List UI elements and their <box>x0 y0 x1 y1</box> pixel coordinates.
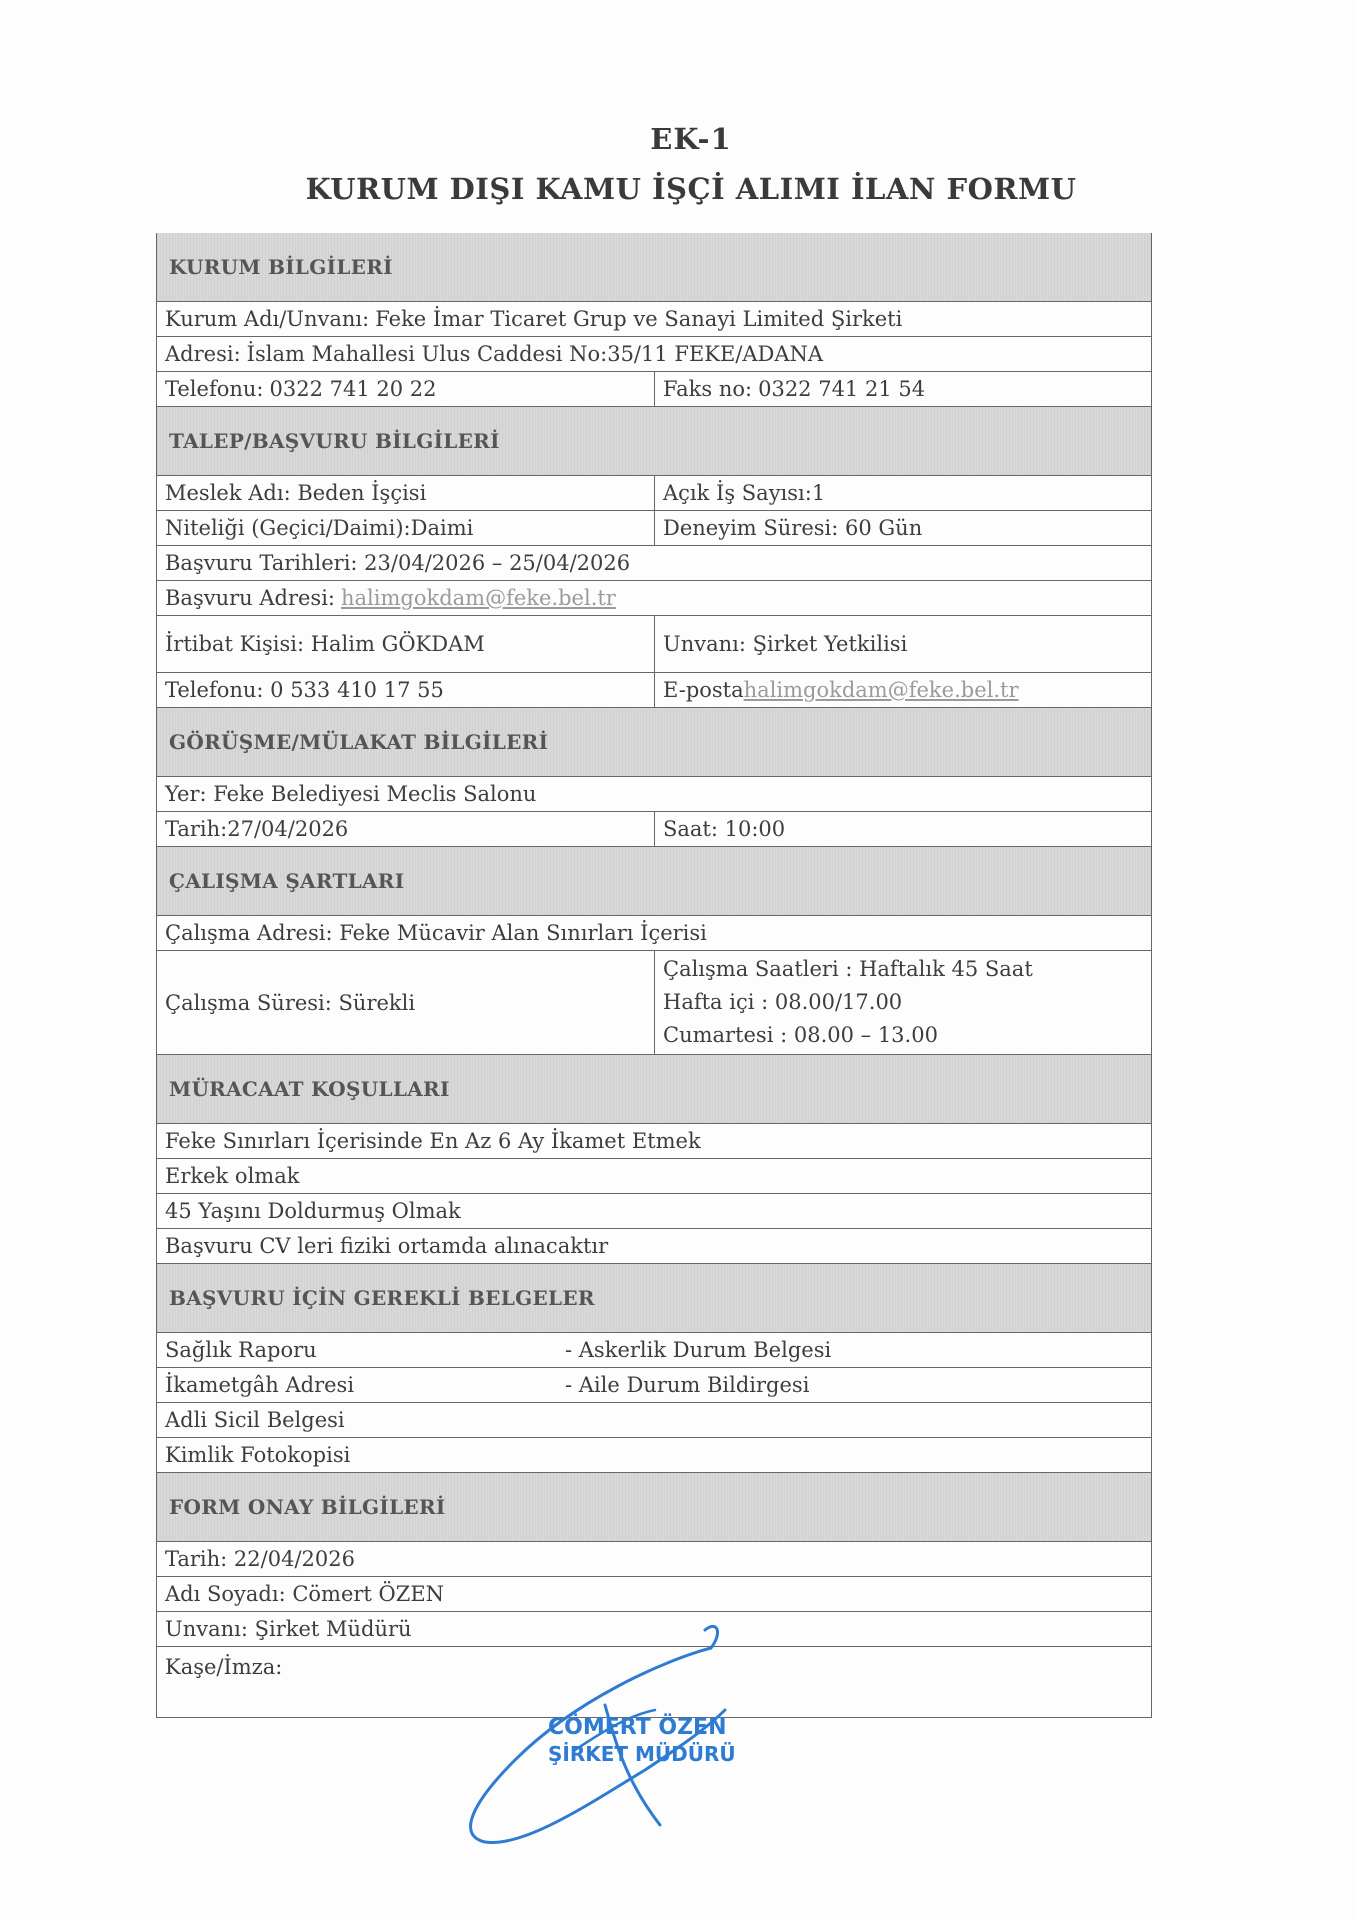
open-positions: Açık İş Sayısı:1 <box>663 481 826 505</box>
institution-name-label: Kurum Adı/Unvanı: <box>165 307 370 331</box>
email-label: E-posta <box>663 678 744 702</box>
address-label: Adresi: <box>165 342 241 366</box>
row-nature <box>157 511 1151 546</box>
document-item <box>157 1333 1151 1368</box>
requirement-item: 45 Yaşını Doldurmuş Olmak <box>157 1194 1151 1229</box>
contact-phone: Telefonu: 0 533 410 17 55 <box>157 673 655 707</box>
job-nature: Niteliği (Geçici/Daimi):Daimi <box>157 511 655 545</box>
row-institution-phone <box>157 372 1151 407</box>
work-address: Çalışma Adresi: Feke Mücavir Alan Sınırları İçerisi <box>165 921 707 945</box>
annex-label: EK-1 <box>650 122 732 156</box>
row-contact-person <box>157 616 1151 673</box>
row-work-address <box>157 916 1151 951</box>
weekday-hours: Hafta içi : 08.00/17.00 <box>663 990 903 1014</box>
approval-date: Tarih: 22/04/2026 <box>165 1547 355 1571</box>
row-application-address <box>157 581 1151 616</box>
requirement-item: Başvuru CV leri fiziki ortamda alınacaktır <box>157 1229 1151 1264</box>
application-dates: Başvuru Tarihleri: 23/04/2026 – 25/04/2026 <box>165 551 631 575</box>
section-requirements: MÜRACAAT KOŞULLARI <box>157 1055 1151 1124</box>
work-duration: Çalışma Süresi: Sürekli <box>157 951 655 1054</box>
saturday-hours: Cumartesi : 08.00 – 13.00 <box>663 1023 938 1047</box>
document-item <box>157 1403 1151 1438</box>
announcement-form <box>156 233 1152 1718</box>
occupation: Meslek Adı: Beden İşçisi <box>157 476 655 510</box>
row-approver-name <box>157 1577 1151 1612</box>
row-work-hours <box>157 951 1151 1055</box>
form-title <box>0 122 1358 204</box>
contact-email-link[interactable]: halimgokdam@feke.bel.tr <box>743 678 1019 702</box>
section-required-documents: BAŞVURU İÇİN GEREKLİ BELGELER <box>157 1264 1151 1333</box>
application-email-link[interactable]: halimgokdam@feke.bel.tr <box>341 586 616 610</box>
approver-title: Unvanı: Şirket Müdürü <box>165 1617 412 1641</box>
interview-date: Tarih:27/04/2026 <box>157 812 655 846</box>
requirement-item: Feke Sınırları İçerisinde En Az 6 Ay İkamet Etmek <box>157 1124 1151 1159</box>
section-interview: GÖRÜŞME/MÜLAKAT BİLGİLERİ <box>157 708 1151 777</box>
stamp-signature-label: Kaşe/İmza: <box>165 1655 283 1679</box>
stamp-name: CÖMERT ÖZEN <box>548 1715 727 1740</box>
row-institution-name <box>157 302 1151 337</box>
section-application: TALEP/BAŞVURU BİLGİLERİ <box>157 407 1151 476</box>
contact-person: İrtibat Kişisi: Halim GÖKDAM <box>157 616 655 672</box>
row-interview-place <box>157 777 1151 812</box>
row-application-dates <box>157 546 1151 581</box>
requirement-item: Erkek olmak <box>157 1159 1151 1194</box>
interview-time: Saat: 10:00 <box>663 817 786 841</box>
application-address-label: Başvuru Adresi: <box>165 586 335 610</box>
row-institution-address <box>157 337 1151 372</box>
company-stamp <box>548 1714 736 1768</box>
fax-label: Faks no: <box>663 377 753 401</box>
phone-label: Telefonu: <box>165 377 264 401</box>
section-institution: KURUM BİLGİLERİ <box>157 233 1151 302</box>
criminal-record-doc: Adli Sicil Belgesi <box>165 1408 345 1432</box>
section-working-conditions: ÇALIŞMA ŞARTLARI <box>157 847 1151 916</box>
health-report: Sağlık Raporu <box>165 1338 317 1362</box>
address-value: İslam Mahallesi Ulus Caddesi No:35/11 FEKE/ADANA <box>246 342 824 366</box>
row-contact-phone <box>157 673 1151 708</box>
document-item <box>157 1368 1151 1403</box>
document-item <box>157 1438 1151 1473</box>
phone-value: 0322 741 20 22 <box>269 377 437 401</box>
fax-value: 0322 741 21 54 <box>758 377 926 401</box>
military-status-doc: - Askerlik Durum Belgesi <box>565 1338 832 1362</box>
contact-title: Unvanı: Şirket Yetkilisi <box>663 632 908 656</box>
id-copy-doc: Kimlik Fotokopisi <box>165 1443 351 1467</box>
section-form-approval: FORM ONAY BİLGİLERİ <box>157 1473 1151 1542</box>
institution-name-value: Feke İmar Ticaret Grup ve Sanayi Limited Şirketi <box>375 307 903 331</box>
experience-duration: Deneyim Süresi: 60 Gün <box>663 516 923 540</box>
weekly-hours: Çalışma Saatleri : Haftalık 45 Saat <box>663 957 1033 981</box>
residence-doc: İkametgâh Adresi <box>165 1373 355 1397</box>
form-heading: KURUM DIŞI KAMU İŞÇİ ALIMI İLAN FORMU <box>305 172 1077 206</box>
row-interview-date <box>157 812 1151 847</box>
row-occupation <box>157 476 1151 511</box>
family-status-doc: - Aile Durum Bildirgesi <box>565 1373 810 1397</box>
approver-name: Adı Soyadı: Cömert ÖZEN <box>165 1582 445 1606</box>
interview-place: Yer: Feke Belediyesi Meclis Salonu <box>165 782 537 806</box>
row-approval-date <box>157 1542 1151 1577</box>
stamp-title: ŞİRKET MÜDÜRÜ <box>548 1742 736 1766</box>
